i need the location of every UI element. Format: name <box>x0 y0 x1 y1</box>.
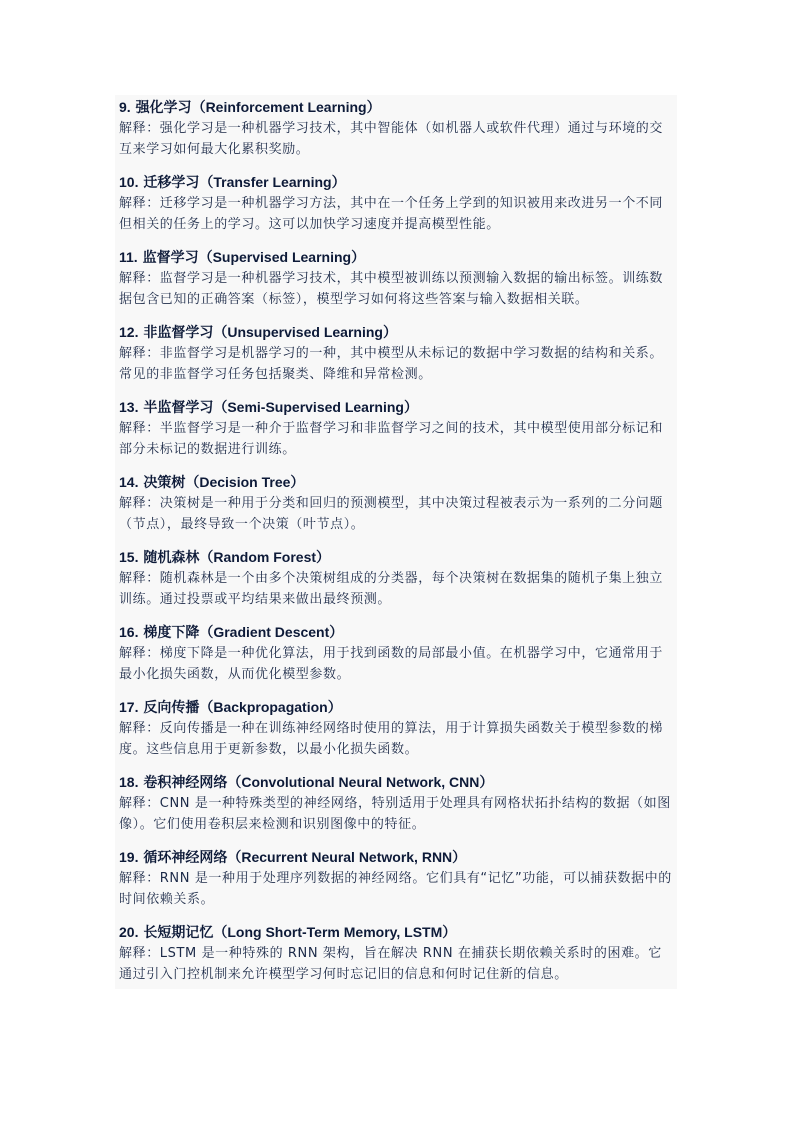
term-number: 17. <box>119 699 139 715</box>
term-heading: 9. 强化学习（Reinforcement Learning） <box>119 99 381 116</box>
term-name-zh: 决策树 <box>143 475 186 491</box>
term-name-zh: 反向传播 <box>143 700 200 716</box>
term-heading: 20. 长短期记忆（Long Short-Term Memory, LSTM） <box>119 924 457 941</box>
term-entry-backpropagation <box>119 697 673 760</box>
term-name-zh: 监督学习 <box>142 250 199 266</box>
term-name-en: Long Short-Term Memory, LSTM <box>227 924 443 940</box>
term-heading: 10. 迁移学习（Transfer Learning） <box>119 174 346 191</box>
term-name-zh: 非监督学习 <box>143 325 214 341</box>
term-entry-gradient-descent <box>119 622 673 685</box>
term-name-zh: 卷积神经网络 <box>143 775 228 791</box>
term-number: 11. <box>119 249 138 265</box>
term-number: 15. <box>119 549 139 565</box>
term-explanation: 解释：迁移学习是一种机器学习方法，其中在一个任务上学到的知识被用来改进另一个不同但相关的任务上的学习。这可以加快学习速度并提高模型性能。 <box>119 196 664 232</box>
term-explanation: 解释：非监督学习是机器学习的一种，其中模型从未标记的数据中学习数据的结构和关系。常见的非监督学习任务包括聚类、降维和异常检测。 <box>119 346 664 382</box>
term-entry-semi-supervised-learning <box>119 397 673 460</box>
term-explanation: 解释：反向传播是一种在训练神经网络时使用的算法，用于计算损失函数关于模型参数的梯度。这些信息用于更新参数，以最小化损失函数。 <box>119 721 664 757</box>
term-entry-lstm <box>119 922 673 985</box>
term-number: 18. <box>119 774 139 790</box>
term-explanation: 解释：LSTM 是一种特殊的 RNN 架构，旨在解决 RNN 在捕获长期依赖关系时的困难。它通过引入门控机制来允许模型学习何时忘记旧的信息和何时记住新的信息。 <box>119 946 662 982</box>
term-number: 14. <box>119 474 139 490</box>
term-name-en: Transfer Learning <box>213 174 332 190</box>
term-explanation: 解释：梯度下降是一种优化算法，用于找到函数的局部最小值。在机器学习中，它通常用于最小化损失函数，从而优化模型参数。 <box>119 646 664 682</box>
term-name-en: Semi-Supervised Learning <box>227 399 404 415</box>
term-number: 20. <box>119 924 139 940</box>
term-entry-transfer-learning <box>119 172 673 235</box>
term-name-en: Random Forest <box>213 549 317 565</box>
term-number: 16. <box>119 624 139 640</box>
term-name-zh: 随机森林 <box>143 550 200 566</box>
glossary-section <box>115 95 677 989</box>
term-entry-supervised-learning <box>119 247 673 310</box>
term-entry-reinforcement-learning <box>119 97 673 160</box>
term-number: 10. <box>119 174 139 190</box>
term-name-zh: 梯度下降 <box>143 625 200 641</box>
term-heading: 15. 随机森林（Random Forest） <box>119 549 331 566</box>
term-explanation: 解释：RNN 是一种用于处理序列数据的神经网络。它们具有“记忆”功能，可以捕获数据中的时间依赖关系。 <box>119 871 672 907</box>
term-name-en: Unsupervised Learning <box>227 324 383 340</box>
term-heading: 13. 半监督学习（Semi-Supervised Learning） <box>119 399 418 416</box>
term-name-en: Decision Tree <box>199 474 291 490</box>
term-explanation: 解释：CNN 是一种特殊类型的神经网络，特别适用于处理具有网格状拓扑结构的数据（如图像）。它们使用卷积层来检测和识别图像中的特征。 <box>119 796 671 832</box>
term-name-zh: 强化学习 <box>135 100 192 116</box>
term-heading: 16. 梯度下降（Gradient Descent） <box>119 624 344 641</box>
term-name-en: Recurrent Neural Network, RNN <box>241 849 453 865</box>
term-entry-decision-tree <box>119 472 673 535</box>
term-heading: 12. 非监督学习（Unsupervised Learning） <box>119 324 397 341</box>
term-name-zh: 长短期记忆 <box>143 925 214 941</box>
term-name-en: Supervised Learning <box>212 249 352 265</box>
term-name-en: Convolutional Neural Network, CNN <box>241 774 480 790</box>
term-heading: 14. 决策树（Decision Tree） <box>119 474 305 491</box>
term-number: 12. <box>119 324 139 340</box>
term-number: 13. <box>119 399 139 415</box>
term-heading: 17. 反向传播（Backpropagation） <box>119 699 342 716</box>
term-name-zh: 迁移学习 <box>143 175 200 191</box>
term-number: 19. <box>119 849 139 865</box>
term-explanation: 解释：监督学习是一种机器学习技术，其中模型被训练以预测输入数据的输出标签。训练数据包含已知的正确答案（标签），模型学习如何将这些答案与输入数据相关联。 <box>119 271 664 307</box>
term-heading: 18. 卷积神经网络（Convolutional Neural Network, CNN） <box>119 774 494 791</box>
term-entry-cnn <box>119 772 673 835</box>
term-entry-rnn <box>119 847 673 910</box>
term-heading: 11. 监督学习（Supervised Learning） <box>119 249 366 266</box>
term-name-en: Backpropagation <box>213 699 328 715</box>
term-heading: 19. 循环神经网络（Recurrent Neural Network, RNN） <box>119 849 467 866</box>
term-explanation: 解释：半监督学习是一种介于监督学习和非监督学习之间的技术，其中模型使用部分标记和部分未标记的数据进行训练。 <box>119 421 664 457</box>
term-name-zh: 循环神经网络 <box>143 850 228 866</box>
term-name-zh: 半监督学习 <box>143 400 214 416</box>
term-entry-random-forest <box>119 547 673 610</box>
term-name-en: Gradient Descent <box>213 624 330 640</box>
term-explanation: 解释：强化学习是一种机器学习技术，其中智能体（如机器人或软件代理）通过与环境的交互来学习如何最大化累积奖励。 <box>119 121 664 157</box>
term-name-en: Reinforcement Learning <box>205 99 367 115</box>
term-explanation: 解释：决策树是一种用于分类和回归的预测模型，其中决策过程被表示为一系列的二分问题（节点），最终导致一个决策（叶节点）。 <box>119 496 664 532</box>
term-explanation: 解释：随机森林是一个由多个决策树组成的分类器，每个决策树在数据集的随机子集上独立训练。通过投票或平均结果来做出最终预测。 <box>119 571 664 607</box>
term-number: 9. <box>119 99 131 115</box>
term-entry-unsupervised-learning <box>119 322 673 385</box>
